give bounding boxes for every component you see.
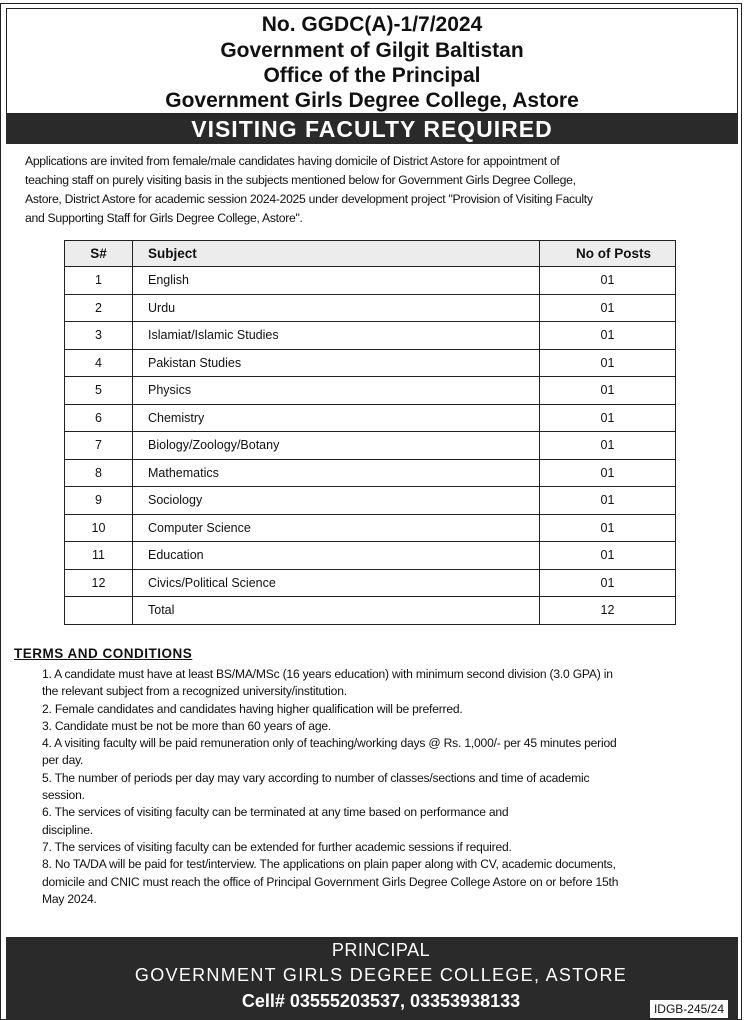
footer-title: PRINCIPAL <box>331 940 431 960</box>
terms-line: per day. <box>42 753 84 768</box>
terms-heading: TERMS AND CONDITIONS <box>14 646 193 661</box>
row-sn: 1 <box>65 267 133 295</box>
row-subject: Sociology <box>133 487 540 515</box>
office-name: Office of the Principal <box>263 64 481 87</box>
intro-line: Applications are invited from female/male candidates having domicile of District Astore for appointment of <box>25 154 560 168</box>
table-row <box>65 404 676 432</box>
terms-line: 6. The services of visiting faculty can be terminated at any time based on performance and <box>42 805 509 820</box>
table-row <box>65 542 676 570</box>
terms-line: 7. The services of visiting faculty can be extended for further academic sessions if required. <box>42 839 512 854</box>
terms-line: May 2024. <box>42 891 97 906</box>
row-posts: 01 <box>540 432 676 460</box>
title-banner: VISITING FACULTY REQUIRED <box>6 114 738 144</box>
row-posts: 01 <box>540 294 676 322</box>
terms-line: 3. Candidate must be not be more than 60 years of age. <box>42 718 332 733</box>
subjects-table <box>64 240 676 625</box>
terms-line: 1. A candidate must have at least BS/MA/MSc (16 years education) with minimum second division (3.0 GPA) in <box>42 667 613 681</box>
row-subject: Urdu <box>133 294 540 322</box>
footer-cell: Cell# 03555203537, 03353938133 <box>241 991 521 1011</box>
row-posts: 01 <box>540 267 676 295</box>
table-row <box>65 459 676 487</box>
table-row <box>65 267 676 295</box>
terms-line: 2. Female candidates and candidates having higher qualification will be preferred. <box>42 701 463 716</box>
footer-band <box>6 937 738 1020</box>
table-row <box>65 322 676 350</box>
row-sn: 10 <box>65 514 133 542</box>
terms-line: 8. No TA/DA will be paid for test/interview. The applications on plain paper along with CV, academic documents, <box>42 857 616 872</box>
table-row <box>65 569 676 597</box>
row-posts: 01 <box>540 377 676 405</box>
row-subject: English <box>133 267 540 295</box>
row-subject: Education <box>133 542 540 570</box>
intro-paragraph <box>25 152 715 228</box>
terms-line: session. <box>42 788 85 803</box>
intro-line: Astore, District Astore for academic session 2024-2025 under development project "Provision of Visiting Faculty <box>25 192 593 206</box>
terms-line: 4. A visiting faculty will be paid remuneration only of teaching/working days @ Rs. 1,000/- per 45 minutes period <box>42 736 617 751</box>
terms-line: domicile and CNIC must reach the office of Principal Government Girls Degree College Astore on or before 15th <box>42 874 619 889</box>
row-subject: Chemistry <box>133 404 540 432</box>
footer-college: GOVERNMENT GIRLS DEGREE COLLEGE, ASTORE <box>134 965 628 985</box>
table-row <box>65 487 676 515</box>
row-subject: Pakistan Studies <box>133 349 540 377</box>
intro-line: teaching staff on purely visiting basis in the subjects mentioned below for Government Girls Degree College, <box>25 173 576 187</box>
row-posts: 01 <box>540 404 676 432</box>
row-subject: Civics/Political Science <box>133 569 540 597</box>
intro-line: and Supporting Staff for Girls Degree College, Astore". <box>25 211 303 225</box>
row-sn: 6 <box>65 404 133 432</box>
row-sn: 7 <box>65 432 133 460</box>
college-name: Government Girls Degree College, Astore <box>165 89 579 112</box>
row-subject: Biology/Zoology/Botany <box>133 432 540 460</box>
table-row <box>65 377 676 405</box>
header-posts: No of Posts <box>540 241 676 267</box>
reference-number: No. GGDC(A)-1/7/2024 <box>261 13 483 36</box>
header-subject: Subject <box>133 241 540 267</box>
ad-reference: IDGB-245/24 <box>650 1000 728 1018</box>
row-posts: 01 <box>540 349 676 377</box>
terms-list <box>42 666 722 908</box>
terms-line: 5. The number of periods per day may vary according to number of classes/sections and time of academic <box>42 770 590 785</box>
table-row <box>65 432 676 460</box>
row-posts: 01 <box>540 542 676 570</box>
terms-line: discipline. <box>42 822 93 837</box>
row-sn: 12 <box>65 569 133 597</box>
table-row <box>65 294 676 322</box>
total-posts: 12 <box>540 597 676 625</box>
row-subject: Physics <box>133 377 540 405</box>
table-header-row <box>65 241 676 267</box>
government-name: Government of Gilgit Baltistan <box>220 39 524 62</box>
terms-line: the relevant subject from a recognized university/institution. <box>42 684 347 699</box>
row-subject: Mathematics <box>133 459 540 487</box>
row-sn: 11 <box>65 542 133 570</box>
row-sn: 9 <box>65 487 133 515</box>
row-sn: 5 <box>65 377 133 405</box>
row-posts: 01 <box>540 514 676 542</box>
row-posts: 01 <box>540 459 676 487</box>
table-row <box>65 349 676 377</box>
row-sn: 3 <box>65 322 133 350</box>
header-sn: S# <box>65 241 133 267</box>
row-posts: 01 <box>540 487 676 515</box>
row-sn: 4 <box>65 349 133 377</box>
total-sn-empty <box>65 597 133 625</box>
row-posts: 01 <box>540 322 676 350</box>
row-posts: 01 <box>540 569 676 597</box>
total-label: Total <box>133 597 540 625</box>
table-row <box>65 514 676 542</box>
row-subject: Computer Science <box>133 514 540 542</box>
row-sn: 2 <box>65 294 133 322</box>
total-row <box>65 597 676 625</box>
row-sn: 8 <box>65 459 133 487</box>
row-subject: Islamiat/Islamic Studies <box>133 322 540 350</box>
header-box <box>6 8 738 114</box>
